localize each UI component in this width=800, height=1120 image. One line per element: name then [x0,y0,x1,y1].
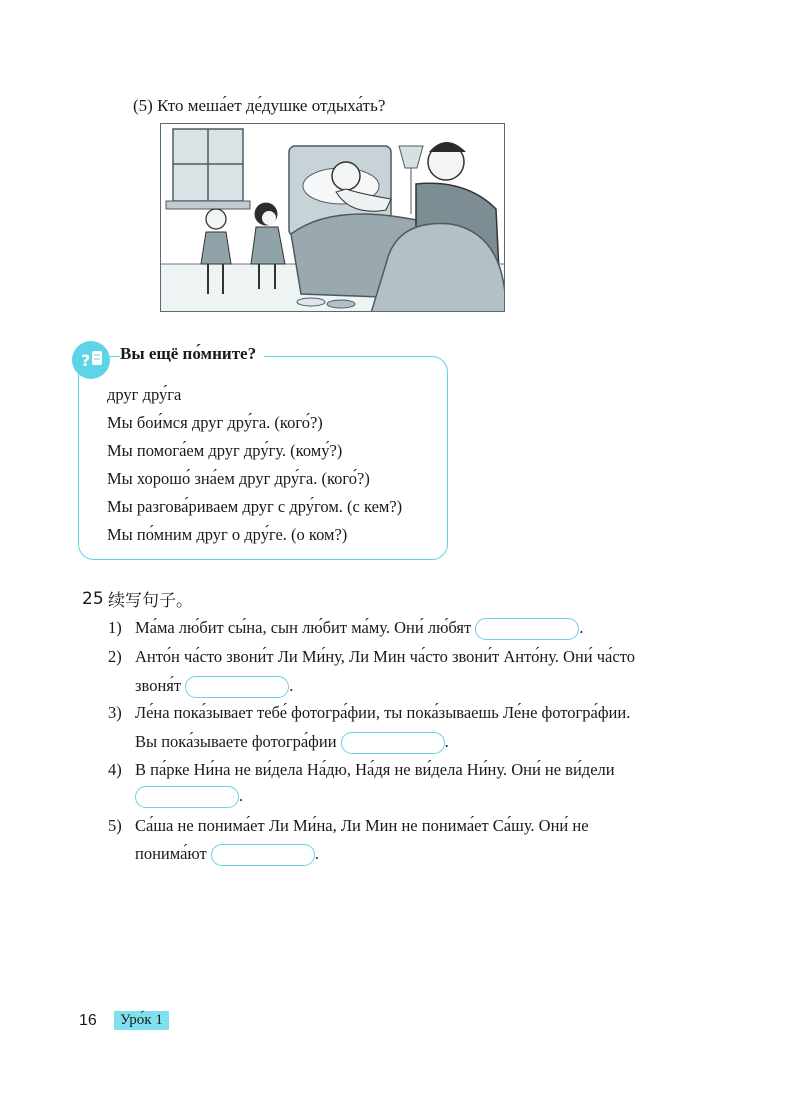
exercise-number: 25 [82,589,104,609]
item-number: 2) [108,647,122,666]
item-text-line: звоня́т . [135,676,687,698]
item-text-line: . [135,786,687,808]
remember-line: Мы помога́ем друг дру́гу. (кому́?) [107,441,343,460]
answer-blank[interactable] [211,844,315,866]
answer-blank[interactable] [341,732,445,754]
svg-text:?: ? [81,351,91,370]
answer-blank[interactable] [475,618,579,640]
remember-line: друг дру́га [107,385,182,404]
question-5 [133,96,385,116]
item-number: 1) [108,618,122,637]
page-number: 16 [79,1012,97,1029]
question-number: (5) [133,96,153,115]
item-text-line: Анто́н ча́сто звони́т Ли Ми́ну, Ли Мин ча́сто звони́т Анто́ну. Они́ ча́сто [135,647,635,666]
answer-blank[interactable] [185,676,289,698]
item-text-line: Вы пока́зываете фотогра́фии . [135,732,687,754]
remember-line: Мы разгова́риваем друг с дру́гом. (с кем?) [107,497,403,516]
illustration-grandfather-bed [160,123,505,312]
item-number: 3) [108,703,122,722]
item-number: 5) [108,816,122,835]
item-text-line: Са́ша не понима́ет Ли Ми́на, Ли Мин не понима́ет Са́шу. Они́ не [135,816,589,835]
item-text: Ма́ма лю́бит сы́на, сын лю́бит ма́му. Они́ лю́бят . [135,618,687,640]
remember-line: Мы по́мним друг о дру́ге. (о ком?) [107,525,348,544]
remember-line: Мы бои́мся друг дру́га. (кого́?) [107,413,323,432]
remember-title: Вы ещё по́мните? [120,344,264,364]
illustration-svg [161,124,505,312]
item-number: 4) [108,760,122,779]
question-text: Кто меша́ет де́душке отдыха́ть? [157,96,386,115]
lesson-tag: Уро́к 1 [114,1011,169,1030]
remember-line: Мы хорошо́ зна́ем друг дру́га. (кого́?) [107,469,370,488]
item-text-line: В па́рке Ни́на не ви́дела На́дю, На́дя не ви́дела Ни́ну. Они́ не ви́дели [135,760,615,779]
item-text-line: Ле́на пока́зывает тебе́ фотогра́фии, ты пока́зываешь Ле́не фотогра́фии. [135,703,631,722]
exercise-title: 续写句子。 [108,591,193,611]
item-text-line: понима́ют . [135,844,687,866]
answer-blank[interactable] [135,786,239,808]
question-bubble-icon [70,339,112,381]
